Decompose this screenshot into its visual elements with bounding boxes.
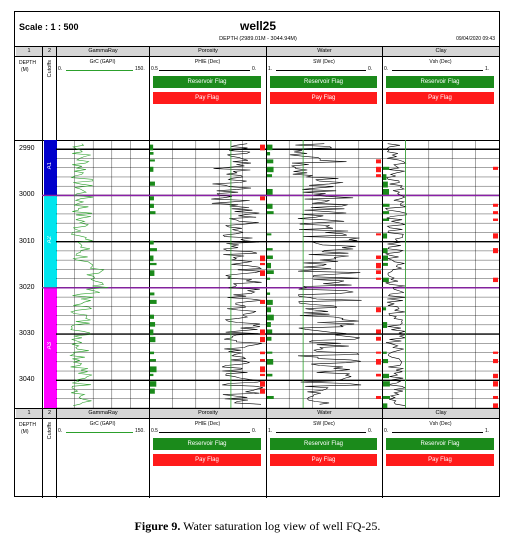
top-curve-name-phie: PHIE (Dec) (194, 59, 221, 65)
reservoir-flag-mark (267, 292, 270, 294)
bottom-track-title-porosity: Porosity (150, 409, 266, 418)
bottom-track-title-clay: Clay (383, 409, 499, 418)
pay-flag-mark (260, 352, 265, 355)
reservoir-flag-mark (150, 329, 153, 335)
pay-flag-mark (260, 196, 265, 200)
top-col-divider (149, 46, 150, 140)
reservoir-flag-mark (267, 270, 274, 274)
reservoir-flag-mark (267, 307, 271, 312)
top-reservoir-flag-sw: Reservoir Flag (270, 76, 377, 88)
pay-flag-mark (260, 337, 265, 342)
top-track-title-porosity: Porosity (150, 47, 266, 56)
bottom-track-title-gammaray: GammaRay (57, 409, 149, 418)
pay-flag-mark (376, 374, 381, 377)
reservoir-flag-mark (267, 233, 271, 235)
bottom-reservoir-flag-sw: Reservoir Flag (270, 438, 377, 450)
pay-flag-mark (376, 307, 381, 312)
reservoir-flag-mark (150, 270, 154, 276)
top-col-divider (382, 46, 383, 140)
bottom-col-divider (149, 408, 150, 498)
bottom-col-divider (382, 408, 383, 498)
top-curve-max-vsh: 1. (485, 66, 490, 72)
reservoir-flag-mark (383, 167, 389, 170)
log-plot-frame (14, 11, 500, 497)
bottom-curve-max-sw: 0. (368, 428, 373, 434)
bottom-curve-scalebar-phie (159, 432, 250, 433)
top-cutoffs-label: Cutoffs (47, 60, 53, 78)
reservoir-flag-mark (150, 256, 153, 262)
pay-flag-mark (260, 389, 265, 394)
pay-flag-mark (376, 270, 381, 274)
reservoir-flag-mark (383, 189, 389, 195)
reservoir-flag-mark (267, 352, 272, 354)
pay-flag-mark (376, 159, 381, 163)
reservoir-flag-mark (150, 315, 154, 319)
depth-tick-label: 3030 (19, 330, 35, 338)
bottom-curve-name-phie: PHIE (Dec) (194, 421, 221, 427)
reservoir-flag-mark (150, 241, 154, 245)
top-depth-label: DEPTH (19, 60, 36, 66)
top-curve-max-phie: 0. (252, 66, 257, 72)
top-reservoir-flag-phie: Reservoir Flag (153, 76, 261, 88)
pay-flag-mark (376, 167, 381, 172)
top-curve-max-gr: 150. (135, 66, 145, 72)
reservoir-flag-mark (150, 196, 154, 200)
reservoir-flag-mark (267, 152, 270, 155)
reservoir-flag-mark (383, 278, 389, 282)
pay-flag-mark (493, 233, 498, 238)
bottom-curve-scalebar-vsh (392, 432, 483, 433)
pay-flag-mark (260, 374, 265, 376)
bottom-pay-flag-vsh: Pay Flag (386, 454, 494, 466)
pay-flag-mark (260, 263, 265, 265)
bottom-cutoffs-label: Cutoffs (47, 422, 53, 440)
pay-flag-mark (376, 174, 381, 177)
bottom-curve-max-gr: 150. (135, 428, 145, 434)
bottom-track-title-water: Water (267, 409, 382, 418)
pay-flag-mark (376, 337, 381, 341)
top-col-divider (266, 46, 267, 140)
reservoir-flag-mark (383, 256, 388, 261)
zone-label: A3 (47, 341, 53, 350)
pay-flag-mark (493, 352, 498, 354)
reservoir-flag-mark (150, 300, 157, 304)
top-curve-name-vsh: Vsh (Dec) (429, 59, 452, 65)
pay-flag-mark (493, 359, 498, 363)
reservoir-flag-mark (267, 211, 274, 214)
pay-flag-mark (260, 256, 265, 262)
pay-flag-mark (260, 359, 265, 361)
top-curve-min-sw: 1. (268, 66, 273, 72)
reservoir-flag-mark (150, 182, 155, 186)
bottom-curve-max-vsh: 1. (485, 428, 490, 434)
bottom-depth-unit: (M) (21, 429, 29, 435)
bottom-col2-number: 2 (43, 409, 56, 418)
bottom-curve-min-gr: 0. (58, 428, 63, 434)
pay-flag-mark (493, 374, 498, 378)
pay-flag-mark (376, 233, 381, 235)
bottom-curve-scalebar-sw (276, 432, 366, 433)
pay-flag-mark (493, 278, 498, 282)
top-track-title-water: Water (267, 47, 382, 56)
bottom-col-divider (56, 408, 57, 498)
pay-flag-mark (376, 352, 381, 354)
top-curve-min-phie: 0.5 (151, 66, 158, 72)
bottom-pay-flag-sw: Pay Flag (270, 454, 377, 466)
bottom-curve-name-vsh: Vsh (Dec) (429, 421, 452, 427)
bottom-curve-scalebar-gr (66, 432, 133, 433)
reservoir-flag-mark (383, 352, 387, 354)
bottom-col1-number: 1 (16, 409, 42, 418)
depth-tick-label: 3000 (19, 191, 35, 199)
reservoir-flag-mark (150, 374, 153, 376)
pay-flag-mark (493, 219, 498, 221)
reservoir-flag-mark (267, 263, 271, 268)
reservoir-flag-mark (267, 167, 274, 172)
reservoir-flag-mark (150, 366, 157, 372)
top-curve-scalebar-phie (159, 70, 250, 71)
reservoir-flag-mark (150, 167, 153, 172)
top-curve-name-sw: SW (Dec) (313, 59, 335, 65)
top-numrow-bottom (15, 56, 499, 57)
reservoir-flag-mark (383, 374, 389, 378)
pay-flag-mark (376, 263, 381, 268)
depth-tick-label: 3010 (19, 237, 35, 245)
reservoir-flag-mark (267, 322, 271, 327)
reservoir-flag-mark (267, 337, 271, 341)
pay-flag-mark (260, 381, 265, 386)
reservoir-flag-mark (267, 256, 273, 259)
reservoir-flag-mark (383, 307, 386, 310)
reservoir-flag-mark (383, 248, 388, 253)
depth-tick-label: 3040 (19, 376, 35, 384)
bottom-col-divider (42, 408, 43, 498)
pay-flag-mark (376, 256, 381, 259)
pay-flag-mark (260, 366, 265, 372)
bottom-col-divider (266, 408, 267, 498)
reservoir-flag-mark (150, 263, 157, 265)
reservoir-flag-mark (150, 211, 155, 214)
depth-range: DEPTH (2989.01M - 3044.94M) (219, 36, 297, 42)
reservoir-flag-mark (383, 204, 390, 207)
pay-flag-mark (260, 270, 265, 276)
bottom-curve-min-vsh: 0. (384, 428, 389, 434)
top-col1-number: 1 (16, 47, 42, 56)
pay-flag-mark (493, 248, 498, 253)
reservoir-flag-mark (150, 159, 155, 161)
top-curve-min-gr: 0. (58, 66, 63, 72)
bottom-pay-flag-phie: Pay Flag (153, 454, 261, 466)
top-reservoir-flag-vsh: Reservoir Flag (386, 76, 494, 88)
pay-flag-mark (376, 396, 381, 399)
vsh-curve (386, 144, 407, 406)
top-pay-flag-phie: Pay Flag (153, 92, 261, 104)
zone-label: A2 (47, 235, 53, 243)
pay-flag-mark (493, 396, 498, 399)
reservoir-flag-mark (383, 381, 390, 386)
top-track-title-gammaray: GammaRay (57, 47, 149, 56)
reservoir-flag-mark (150, 389, 155, 394)
bottom-depth-label: DEPTH (19, 422, 36, 428)
reservoir-flag-mark (267, 204, 273, 209)
scale-label: Scale : 1 : 500 (19, 22, 79, 32)
reservoir-flag-mark (383, 322, 387, 328)
top-depth-unit: (M) (21, 67, 29, 73)
pay-flag-mark (493, 211, 498, 214)
reservoir-flag-mark (383, 396, 390, 399)
reservoir-flag-mark (267, 174, 272, 177)
bottom-curve-max-phie: 0. (252, 428, 257, 434)
reservoir-flag-mark (383, 219, 389, 221)
sw-curve (287, 144, 361, 405)
reservoir-flag-mark (150, 381, 156, 386)
reservoir-flag-mark (150, 337, 155, 342)
reservoir-flag-mark (267, 159, 273, 163)
reservoir-flag-mark (383, 174, 386, 180)
reservoir-flag-mark (383, 359, 388, 363)
well-name: well25 (239, 19, 277, 33)
pay-flag-mark (493, 381, 498, 386)
pay-flag-mark (260, 329, 265, 335)
reservoir-flag-mark (267, 145, 272, 151)
reservoir-flag-mark (150, 145, 153, 151)
bottom-curve-name-sw: SW (Dec) (313, 421, 335, 427)
reservoir-flag-mark (383, 182, 388, 188)
reservoir-flag-mark (150, 359, 156, 361)
top-curve-scalebar-sw (276, 70, 366, 71)
top-pay-flag-vsh: Pay Flag (386, 92, 494, 104)
reservoir-flag-mark (383, 211, 389, 214)
top-col-divider (56, 46, 57, 140)
top-curve-scalebar-vsh (392, 70, 483, 71)
bottom-reservoir-flag-phie: Reservoir Flag (153, 438, 261, 450)
depth-tick-label: 2990 (19, 145, 35, 153)
pay-flag-mark (260, 300, 265, 304)
reservoir-flag-mark (267, 189, 273, 195)
bottom-curve-min-sw: 1. (268, 428, 273, 434)
reservoir-flag-mark (267, 374, 272, 377)
top-curve-name-gr: GrC (GAPI) (89, 59, 116, 65)
reservoir-flag-mark (150, 322, 155, 327)
reservoir-flag-mark (267, 396, 274, 399)
reservoir-flag-mark (150, 204, 154, 208)
bottom-curve-min-phie: 0.5 (151, 428, 158, 434)
top-col2-number: 2 (43, 47, 56, 56)
depth-tick-label: 3020 (19, 283, 35, 291)
plot-date: 09/04/2020 09:43 (456, 36, 495, 42)
bottom-reservoir-flag-vsh: Reservoir Flag (386, 438, 494, 450)
top-pay-flag-sw: Pay Flag (270, 92, 377, 104)
reservoir-flag-mark (267, 300, 273, 305)
reservoir-flag-mark (150, 292, 154, 295)
caption-label: Figure 9. (134, 519, 181, 533)
top-curve-min-vsh: 0. (384, 66, 389, 72)
reservoir-flag-mark (150, 152, 153, 155)
reservoir-flag-mark (267, 315, 274, 321)
pay-flag-mark (376, 278, 381, 280)
caption-text: Water saturation log view of well FQ-25. (180, 519, 381, 533)
pay-flag-mark (493, 204, 498, 207)
pay-flag-mark (493, 167, 498, 170)
pay-flag-mark (376, 359, 381, 365)
reservoir-flag-mark (267, 248, 273, 250)
top-col-divider (42, 46, 43, 140)
pay-flag-mark (260, 145, 265, 151)
reservoir-flag-mark (267, 359, 273, 365)
zone-label: A1 (47, 161, 53, 170)
bottom-numrow-bottom (15, 418, 499, 419)
bottom-curve-name-gr: GrC (GAPI) (89, 421, 116, 427)
reservoir-flag-mark (150, 352, 154, 355)
top-track-title-clay: Clay (383, 47, 499, 56)
gamma-ray-curve (70, 144, 108, 406)
reservoir-flag-mark (383, 233, 387, 238)
figure-caption (0, 519, 515, 534)
pay-flag-mark (376, 329, 381, 333)
top-curve-max-sw: 0. (368, 66, 373, 72)
reservoir-flag-mark (150, 248, 157, 251)
reservoir-flag-mark (267, 278, 270, 280)
log-curves-svg (15, 140, 499, 408)
reservoir-flag-mark (383, 263, 388, 266)
reservoir-flag-mark (267, 329, 272, 333)
top-curve-scalebar-gr (66, 70, 133, 71)
